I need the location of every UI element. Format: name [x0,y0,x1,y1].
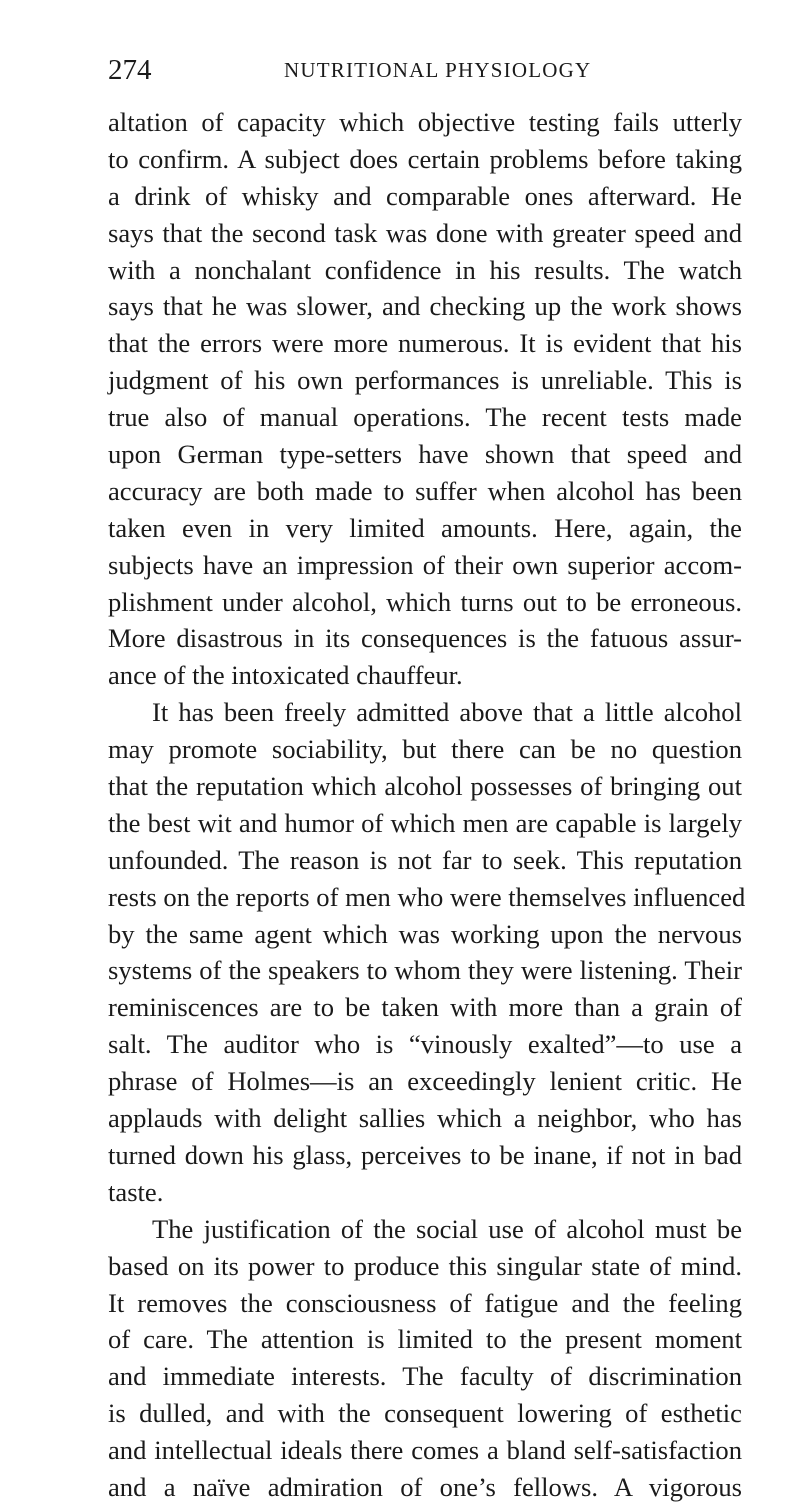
text-line: may promote sociability, but there can be no question [108,734,742,765]
paragraph-2 [108,694,746,1210]
page-number: 274 [108,54,152,86]
text-line: phrase of Holmes—is an exceedingly lenient critic. He [108,1066,742,1097]
text-line: taken even in very limited amounts. Here, again, the [108,512,742,543]
running-title: NUTRITIONAL PHYSIOLOGY [284,58,592,82]
text-line: ance of the intoxicated chauffeur. [108,660,463,691]
body-text [108,104,746,1506]
text-line: with a nonchalant confidence in his results. The watch [108,254,742,285]
text-line: turned down his glass, perceives to be inane, if not in bad [108,1139,742,1170]
text-line: is dulled, and with the consequent lowering of esthetic [108,1398,742,1429]
text-line: applauds with delight sallies which a neighbor, who has [108,1103,742,1134]
text-line: and intellectual ideals there comes a bland self-satisfaction [108,1435,742,1466]
paragraph-1 [108,104,742,694]
running-head [108,52,742,88]
text-line: salt. The auditor who is “vinously exalted”—to use a [108,1029,742,1060]
text-line: to confirm. A subject does certain problems before taking [108,143,742,174]
text-line: It has been freely admitted above that a little alcohol [152,697,742,728]
text-line: says that the second task was done with greater speed and [108,217,742,248]
text-line: subjects have an impression of their own superior accom- [108,549,742,580]
text-line: taste. [108,1176,164,1207]
text-line: and immediate interests. The faculty of discrimination [108,1361,742,1392]
text-line: plishment under alcohol, which turns out to be erroneous. [108,586,742,617]
text-line: by the same agent which was working upon the nervous [108,918,742,949]
text-line: altation of capacity which objective testing fails utterly [108,107,742,137]
text-line: true also of manual operations. The recent tests made [108,402,742,433]
text-line: systems of the speakers to whom they were listening. Their [108,955,742,986]
text-line: based on its power to produce this singular state of mind. [108,1250,742,1281]
text-line: It removes the consciousness of fatigue and the feeling [108,1287,742,1318]
text-line: the best wit and humor of which men are capable is largely [108,807,742,838]
text-line: of care. The attention is limited to the present moment [108,1324,742,1355]
text-line: accuracy are both made to suffer when alcohol has been [108,475,742,506]
text-line: that the errors were more numerous. It is evident that his [108,328,742,359]
text-line: rests on the reports of men who were themselves influenced [108,881,746,912]
text-line: unfounded. The reason is not far to seek. This reputation [108,844,742,875]
text-line: says that he was slower, and checking up the work shows [108,291,742,322]
text-line: and a naïve admiration of one’s fellows. A vigorous [108,1471,742,1502]
text-line: The justification of the social use of alcohol must be [152,1213,742,1244]
text-line: More disastrous in its consequences is the fatuous assur- [108,623,742,654]
paragraph-3 [108,1211,742,1506]
text-line: a drink of whisky and comparable ones afterward. He [108,180,742,211]
text-line: reminiscences are to be taken with more than a grain of [108,992,742,1023]
text-line: judgment of his own performances is unreliable. This is [108,365,742,396]
text-line: that the reputation which alcohol possesses of bringing out [108,771,742,802]
text-line: upon German type-setters have shown that speed and [108,439,742,470]
